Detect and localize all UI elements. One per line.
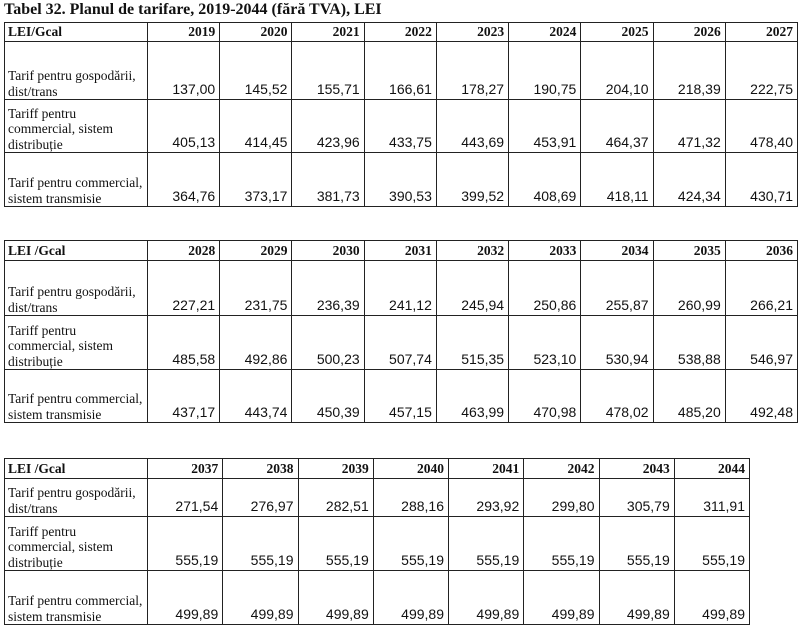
table-cell: 485,20: [653, 370, 725, 423]
table-row: [5, 261, 798, 316]
table-cell: 492,48: [725, 370, 797, 423]
table-cell: 236,39: [292, 261, 364, 316]
table-cell: 390,53: [364, 153, 436, 207]
year-header: 2037: [148, 459, 223, 479]
year-header: 2021: [292, 23, 364, 42]
table-cell: 492,86: [220, 316, 292, 370]
table-cell: 453,91: [509, 100, 581, 153]
row-label: Tarif pentru gospodării, dist/trans: [5, 479, 148, 517]
table-cell: 546,97: [725, 316, 797, 370]
table-cell: 499,89: [599, 571, 674, 625]
header-row: [5, 241, 798, 261]
table-cell: 437,17: [148, 370, 220, 423]
table-row: [5, 517, 750, 571]
tariff-table-2028-2036: [4, 240, 798, 423]
table-cell: 499,89: [148, 571, 223, 625]
header-row: [5, 459, 750, 479]
table-cell: 450,39: [292, 370, 364, 423]
year-header: 2041: [449, 459, 524, 479]
row-label: Tarif pentru commercial, sistem transmisie: [5, 571, 148, 625]
table-row: [5, 479, 750, 517]
table-cell: 288,16: [373, 479, 448, 517]
year-header: 2019: [148, 23, 220, 42]
row-label: Tarif pentru commercial, sistem transmisie: [5, 153, 148, 207]
table-cell: 555,19: [599, 517, 674, 571]
table-cell: 271,54: [148, 479, 223, 517]
table-cell: 250,86: [509, 261, 581, 316]
table-cell: 555,19: [373, 517, 448, 571]
table-cell: 530,94: [581, 316, 653, 370]
tariff-table-2037-2044: [4, 458, 750, 625]
table-cell: 499,89: [449, 571, 524, 625]
year-header: 2029: [220, 241, 292, 261]
table-cell: 166,61: [364, 42, 436, 100]
year-header: 2044: [674, 459, 749, 479]
year-header: 2032: [436, 241, 508, 261]
table-cell: 443,74: [220, 370, 292, 423]
table-cell: 555,19: [148, 517, 223, 571]
table-cell: 555,19: [223, 517, 298, 571]
table-row: [5, 571, 750, 625]
table-cell: 555,19: [449, 517, 524, 571]
table-cell: 523,10: [509, 316, 581, 370]
table-cell: 145,52: [220, 42, 292, 100]
table-cell: 245,94: [436, 261, 508, 316]
table-cell: 433,75: [364, 100, 436, 153]
row-label: Tariff pentru commercial, sistem distribuție: [5, 316, 148, 370]
table-cell: 507,74: [364, 316, 436, 370]
year-header: 2033: [509, 241, 581, 261]
table-cell: 137,00: [148, 42, 220, 100]
row-label: Tarif pentru commercial, sistem transmisie: [5, 370, 148, 423]
year-header: 2022: [364, 23, 436, 42]
year-header: 2026: [653, 23, 725, 42]
table-cell: 222,75: [725, 42, 797, 100]
table-cell: 190,75: [509, 42, 581, 100]
table-cell: 499,89: [373, 571, 448, 625]
row-label: Tariff pentru commercial, sistem distribuție: [5, 517, 148, 571]
table-cell: 499,89: [674, 571, 749, 625]
unit-header: LEI/Gcal: [5, 23, 148, 42]
table-cell: 464,37: [581, 100, 653, 153]
table-row: [5, 100, 798, 153]
year-header: 2030: [292, 241, 364, 261]
table-cell: 373,17: [220, 153, 292, 207]
table-cell: 478,40: [725, 100, 797, 153]
table-cell: 299,80: [524, 479, 599, 517]
table-cell: 499,89: [524, 571, 599, 625]
table-cell: 155,71: [292, 42, 364, 100]
table-cell: 424,34: [653, 153, 725, 207]
table-cell: 218,39: [653, 42, 725, 100]
row-label: Tarif pentru gospodării, dist/trans: [5, 42, 148, 100]
unit-header: LEI /Gcal: [5, 459, 148, 479]
table-cell: 227,21: [148, 261, 220, 316]
table-cell: 485,58: [148, 316, 220, 370]
year-header: 2028: [148, 241, 220, 261]
year-header: 2027: [725, 23, 797, 42]
year-header: 2035: [653, 241, 725, 261]
table-cell: 555,19: [674, 517, 749, 571]
table-cell: 471,32: [653, 100, 725, 153]
table-cell: 178,27: [436, 42, 508, 100]
unit-header: LEI /Gcal: [5, 241, 148, 261]
table-cell: 457,15: [364, 370, 436, 423]
table-cell: 515,35: [436, 316, 508, 370]
table-cell: 255,87: [581, 261, 653, 316]
table-cell: 276,97: [223, 479, 298, 517]
table-cell: 555,19: [524, 517, 599, 571]
year-header: 2039: [298, 459, 373, 479]
table-cell: 364,76: [148, 153, 220, 207]
year-header: 2025: [581, 23, 653, 42]
table-cell: 478,02: [581, 370, 653, 423]
table-cell: 282,51: [298, 479, 373, 517]
table-cell: 381,73: [292, 153, 364, 207]
table-cell: 241,12: [364, 261, 436, 316]
table-cell: 266,21: [725, 261, 797, 316]
year-header: 2023: [436, 23, 508, 42]
year-header: 2020: [220, 23, 292, 42]
table-cell: 231,75: [220, 261, 292, 316]
table-cell: 463,99: [436, 370, 508, 423]
table-cell: 260,99: [653, 261, 725, 316]
table-cell: 311,91: [674, 479, 749, 517]
tariff-table-2019-2027: [4, 22, 798, 207]
table-cell: 538,88: [653, 316, 725, 370]
table-cell: 293,92: [449, 479, 524, 517]
row-label: Tariff pentru commercial, sistem distribuție: [5, 100, 148, 153]
table-cell: 418,11: [581, 153, 653, 207]
table-cell: 423,96: [292, 100, 364, 153]
table-cell: 414,45: [220, 100, 292, 153]
table-cell: 405,13: [148, 100, 220, 153]
table-row: [5, 370, 798, 423]
header-row: [5, 23, 798, 42]
table-cell: 500,23: [292, 316, 364, 370]
table-cell: 470,98: [509, 370, 581, 423]
table-cell: 399,52: [436, 153, 508, 207]
table-title: Tabel 32. Planul de tarifare, 2019-2044 (fără TVA), LEI: [4, 1, 382, 18]
table-row: [5, 153, 798, 207]
year-header: 2034: [581, 241, 653, 261]
year-header: 2038: [223, 459, 298, 479]
table-cell: 499,89: [298, 571, 373, 625]
year-header: 2043: [599, 459, 674, 479]
table-cell: 408,69: [509, 153, 581, 207]
year-header: 2024: [509, 23, 581, 42]
year-header: 2031: [364, 241, 436, 261]
table-row: [5, 316, 798, 370]
table-cell: 555,19: [298, 517, 373, 571]
table-cell: 499,89: [223, 571, 298, 625]
table-cell: 305,79: [599, 479, 674, 517]
table-cell: 443,69: [436, 100, 508, 153]
year-header: 2040: [373, 459, 448, 479]
row-label: Tarif pentru gospodării, dist/trans: [5, 261, 148, 316]
table-cell: 204,10: [581, 42, 653, 100]
year-header: 2036: [725, 241, 797, 261]
year-header: 2042: [524, 459, 599, 479]
table-cell: 430,71: [725, 153, 797, 207]
table-row: [5, 42, 798, 100]
